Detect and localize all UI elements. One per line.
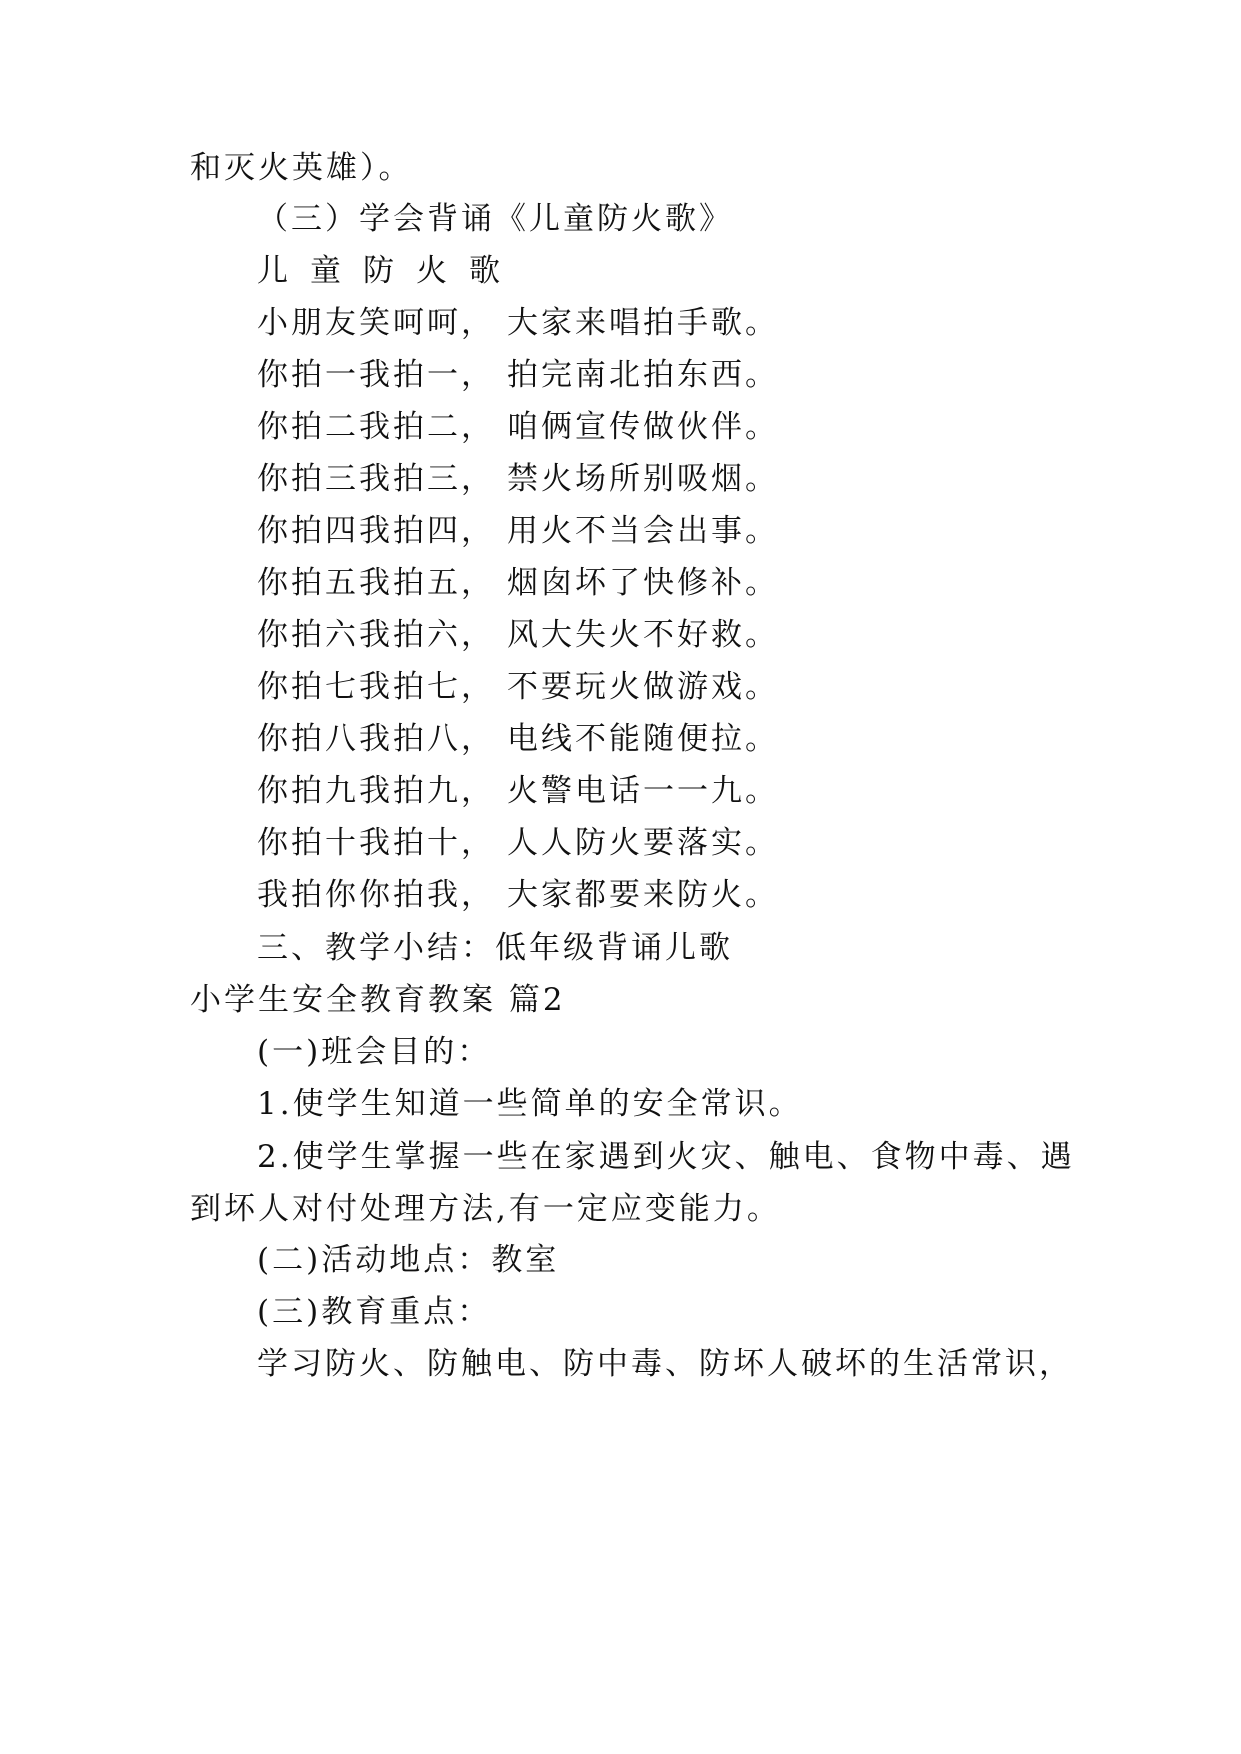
poem-line-second-half: 火警电话一一九。	[507, 773, 779, 809]
poem-line-first-half: 你拍四我拍四，	[257, 513, 495, 549]
poem-line	[257, 875, 779, 915]
goal-item-1: 1.使学生知道一些简单的安全常识。	[257, 1086, 803, 1122]
focus-heading: (三)教育重点：	[257, 1294, 492, 1330]
poem-line-second-half: 用火不当会出事。	[507, 513, 779, 549]
part2-title: 小学生安全教育教案 篇2	[190, 982, 566, 1018]
poem-line-first-half: 你拍九我拍九，	[257, 773, 495, 809]
goal-item-2-line2: 到坏人对付处理方法,有一定应变能力。	[190, 1191, 781, 1227]
poem-line-second-half: 人人防火要落实。	[507, 825, 779, 861]
poem-line-second-half: 大家来唱拍手歌。	[507, 305, 779, 341]
activity-location: (二)活动地点：教室	[257, 1242, 560, 1278]
poem-line-second-half: 拍完南北拍东西。	[507, 357, 779, 393]
poem-line-second-half: 禁火场所别吸烟。	[507, 461, 779, 497]
poem-line-first-half: 你拍五我拍五，	[257, 565, 495, 601]
poem-line	[257, 719, 779, 759]
intro-continuation: 和灭火英雄）。	[190, 150, 413, 186]
teaching-summary: 三、教学小结：低年级背诵儿歌	[257, 930, 733, 966]
focus-text: 学习防火、防触电、防中毒、防坏人破坏的生活常识，	[257, 1346, 1073, 1382]
poem-line	[257, 771, 779, 811]
poem-line-first-half: 我拍你你拍我，	[257, 877, 495, 913]
poem-line-second-half: 大家都要来防火。	[507, 877, 779, 913]
goal-item-2-line1: 2.使学生掌握一些在家遇到火灾、触电、食物中毒、遇	[257, 1139, 1075, 1175]
poem-line-first-half: 你拍一我拍一，	[257, 357, 495, 393]
poem-line-first-half: 你拍七我拍七，	[257, 669, 495, 705]
poem-line	[257, 303, 779, 343]
section-heading: （三）学会背诵《儿童防火歌》	[257, 201, 733, 237]
poem-line	[257, 823, 779, 863]
poem-line	[257, 459, 779, 499]
poem-line-second-half: 咱俩宣传做伙伴。	[507, 409, 779, 445]
poem-line-second-half: 不要玩火做游戏。	[507, 669, 779, 705]
poem-line-first-half: 小朋友笑呵呵，	[257, 305, 495, 341]
poem-line-first-half: 你拍二我拍二，	[257, 409, 495, 445]
poem-line-second-half: 电线不能随便拉。	[507, 721, 779, 757]
poem-line-first-half: 你拍十我拍十，	[257, 825, 495, 861]
poem-line-second-half: 烟囱坏了快修补。	[507, 565, 779, 601]
poem-line	[257, 615, 779, 655]
poem-line-second-half: 风大失火不好救。	[507, 617, 779, 653]
poem-line	[257, 355, 779, 395]
poem-line-first-half: 你拍三我拍三，	[257, 461, 495, 497]
poem-line-first-half: 你拍六我拍六，	[257, 617, 495, 653]
poem-line-first-half: 你拍八我拍八，	[257, 721, 495, 757]
poem-line	[257, 667, 779, 707]
poem-title: 儿童防火歌	[257, 253, 522, 289]
poem-line	[257, 511, 779, 551]
goal-heading: (一)班会目的：	[257, 1034, 492, 1070]
poem-line	[257, 407, 779, 447]
poem-line	[257, 563, 779, 603]
